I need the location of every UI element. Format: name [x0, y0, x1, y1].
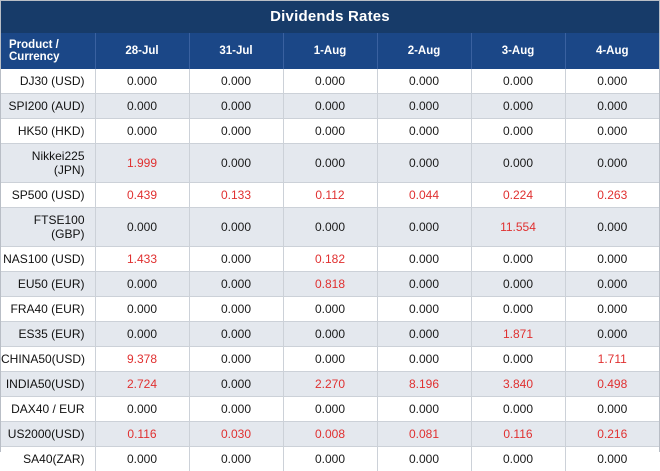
rate-cell: 0.000	[565, 397, 659, 422]
rate-cell: 0.000	[471, 347, 565, 372]
row-label: US2000(USD)	[1, 422, 95, 447]
rate-cell: 0.000	[565, 144, 659, 183]
rate-cell: 0.000	[377, 322, 471, 347]
rate-cell: 0.000	[95, 272, 189, 297]
rate-cell: 0.000	[565, 247, 659, 272]
rate-cell: 0.000	[471, 119, 565, 144]
rate-cell: 0.000	[471, 447, 565, 471]
rate-cell: 0.000	[471, 247, 565, 272]
column-header-date-2[interactable]: 31-Jul	[189, 33, 283, 69]
page-title: Dividends Rates	[1, 1, 659, 33]
rate-cell: 0.000	[189, 119, 283, 144]
rate-cell: 0.000	[377, 247, 471, 272]
rate-cell: 0.116	[471, 422, 565, 447]
row-label: FTSE100 (GBP)	[1, 208, 95, 247]
title-row	[1, 1, 659, 33]
rate-cell: 0.000	[189, 447, 283, 471]
table-row	[1, 447, 659, 471]
rate-cell: 0.439	[95, 183, 189, 208]
rate-cell: 0.000	[95, 322, 189, 347]
rate-cell: 9.378	[95, 347, 189, 372]
row-label: DAX40 / EUR	[1, 397, 95, 422]
rate-cell: 0.030	[189, 422, 283, 447]
rate-cell: 0.081	[377, 422, 471, 447]
rate-cell: 0.000	[377, 69, 471, 94]
rate-cell: 0.000	[189, 247, 283, 272]
row-label: HK50 (HKD)	[1, 119, 95, 144]
table-row	[1, 94, 659, 119]
rate-cell: 0.000	[283, 208, 377, 247]
rate-cell: 0.000	[471, 69, 565, 94]
rate-cell: 0.000	[565, 272, 659, 297]
rate-cell: 1.871	[471, 322, 565, 347]
column-header-date-1[interactable]: 28-Jul	[95, 33, 189, 69]
row-label: DJ30 (USD)	[1, 69, 95, 94]
row-label: SPI200 (AUD)	[1, 94, 95, 119]
rate-cell: 2.270	[283, 372, 377, 397]
rate-cell: 0.000	[189, 347, 283, 372]
rate-cell: 1.711	[565, 347, 659, 372]
row-label: NAS100 (USD)	[1, 247, 95, 272]
rate-cell: 0.000	[565, 297, 659, 322]
rate-cell: 2.724	[95, 372, 189, 397]
row-label: CHINA50(USD)	[1, 347, 95, 372]
table-row	[1, 119, 659, 144]
rate-cell: 0.000	[283, 144, 377, 183]
row-label: Nikkei225 (JPN)	[1, 144, 95, 183]
column-header-row	[1, 33, 659, 69]
rate-cell: 0.000	[95, 119, 189, 144]
column-header-date-6[interactable]: 4-Aug	[565, 33, 659, 69]
rate-cell: 0.000	[283, 119, 377, 144]
rate-cell: 0.000	[189, 144, 283, 183]
row-label: FRA40 (EUR)	[1, 297, 95, 322]
rate-cell: 0.000	[283, 447, 377, 471]
rate-cell: 0.008	[283, 422, 377, 447]
rate-cell: 0.000	[95, 447, 189, 471]
rate-cell: 0.000	[565, 119, 659, 144]
rate-cell: 0.000	[377, 397, 471, 422]
rate-cell: 0.000	[471, 297, 565, 322]
column-header-date-5[interactable]: 3-Aug	[471, 33, 565, 69]
rate-cell: 0.000	[189, 322, 283, 347]
rate-cell: 0.000	[377, 447, 471, 471]
table-row	[1, 372, 659, 397]
rate-cell: 1.999	[95, 144, 189, 183]
table-row	[1, 247, 659, 272]
rate-cell: 0.000	[189, 69, 283, 94]
rate-cell: 0.182	[283, 247, 377, 272]
rate-cell: 0.000	[95, 69, 189, 94]
rate-cell: 0.000	[377, 272, 471, 297]
rate-cell: 0.000	[565, 94, 659, 119]
row-label: SA40(ZAR)	[1, 447, 95, 471]
rate-cell: 0.133	[189, 183, 283, 208]
column-header-product[interactable]: Product / Currency	[1, 33, 95, 69]
rate-cell: 0.000	[377, 297, 471, 322]
rate-cell: 8.196	[377, 372, 471, 397]
rate-cell: 0.044	[377, 183, 471, 208]
rate-cell: 0.000	[189, 94, 283, 119]
rate-cell: 0.818	[283, 272, 377, 297]
rate-cell: 0.000	[95, 208, 189, 247]
rate-cell: 3.840	[471, 372, 565, 397]
rate-cell: 0.000	[565, 69, 659, 94]
rate-cell: 0.116	[95, 422, 189, 447]
rate-cell: 0.000	[283, 397, 377, 422]
rate-cell: 0.000	[471, 397, 565, 422]
rate-cell: 0.000	[565, 322, 659, 347]
rate-cell: 0.498	[565, 372, 659, 397]
rate-cell: 0.000	[189, 297, 283, 322]
rate-cell: 0.000	[565, 447, 659, 471]
rate-cell: 0.000	[189, 208, 283, 247]
rate-cell: 0.000	[471, 272, 565, 297]
rate-cell: 0.000	[471, 94, 565, 119]
rate-cell: 0.000	[283, 347, 377, 372]
rate-cell: 0.224	[471, 183, 565, 208]
table-body	[1, 69, 659, 471]
rate-cell: 0.000	[377, 208, 471, 247]
rate-cell: 0.000	[189, 372, 283, 397]
column-header-date-3[interactable]: 1-Aug	[283, 33, 377, 69]
rate-cell: 0.216	[565, 422, 659, 447]
rate-cell: 0.263	[565, 183, 659, 208]
table-row	[1, 422, 659, 447]
rate-cell: 0.000	[283, 94, 377, 119]
rate-cell: 0.000	[95, 297, 189, 322]
row-label: SP500 (USD)	[1, 183, 95, 208]
rate-cell: 0.000	[283, 69, 377, 94]
column-header-date-4[interactable]: 2-Aug	[377, 33, 471, 69]
table-row	[1, 183, 659, 208]
table-row	[1, 322, 659, 347]
dividends-rates-table	[1, 1, 659, 471]
rate-cell: 1.433	[95, 247, 189, 272]
rate-cell: 0.000	[283, 297, 377, 322]
rate-cell: 0.000	[95, 94, 189, 119]
table-row	[1, 347, 659, 372]
rate-cell: 0.000	[471, 144, 565, 183]
rate-cell: 11.554	[471, 208, 565, 247]
table-row	[1, 397, 659, 422]
rate-cell: 0.112	[283, 183, 377, 208]
rate-cell: 0.000	[95, 397, 189, 422]
rate-cell: 0.000	[283, 322, 377, 347]
table-row	[1, 208, 659, 247]
table-row	[1, 69, 659, 94]
rate-cell: 0.000	[377, 144, 471, 183]
rate-cell: 0.000	[377, 347, 471, 372]
table-row	[1, 272, 659, 297]
rate-cell: 0.000	[189, 397, 283, 422]
table-row	[1, 144, 659, 183]
rate-cell: 0.000	[189, 272, 283, 297]
rate-cell: 0.000	[377, 119, 471, 144]
row-label: INDIA50(USD)	[1, 372, 95, 397]
row-label: ES35 (EUR)	[1, 322, 95, 347]
rate-cell: 0.000	[565, 208, 659, 247]
rate-cell: 0.000	[377, 94, 471, 119]
row-label: EU50 (EUR)	[1, 272, 95, 297]
table-row	[1, 297, 659, 322]
table-head	[1, 1, 659, 69]
